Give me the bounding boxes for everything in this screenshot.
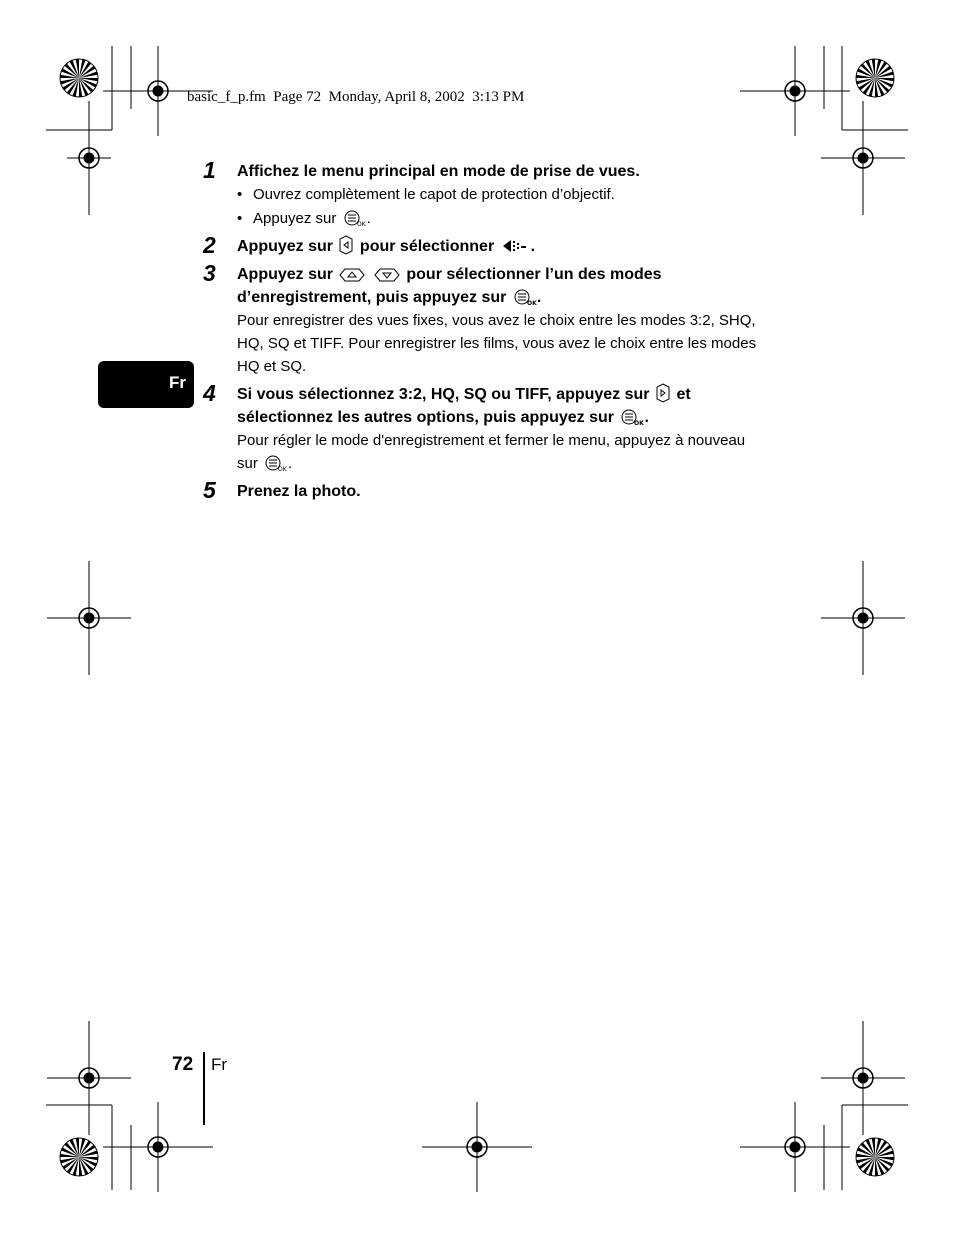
menu-ok-icon (264, 454, 286, 472)
step-title: Affichez le menu principal en mode de prise de vues. (237, 163, 640, 180)
menu-ok-icon (620, 408, 645, 427)
menu-ok-icon (513, 288, 535, 306)
step-4: 4 Si vous sélectionnez 3:2, HQ, SQ ou TIFF, appuyez sur et sélectionnez les autres options, puis appuyez sur OK . Pour régler le mode d'enregistrement et fermer le menu, appuyez à nouveau sur OK . (200, 383, 760, 475)
instruction-list (200, 157, 760, 503)
svg-text:OK: OK (526, 300, 537, 307)
arrow-down-icon (374, 267, 400, 283)
footer-language: Fr (211, 1055, 228, 1074)
svg-text:OK: OK (634, 420, 645, 427)
language-tab (98, 361, 194, 408)
step-number: 4 (203, 380, 216, 406)
footer-divider (203, 1052, 205, 1125)
menu-ok-icon (343, 209, 365, 227)
arrow-up-icon (339, 267, 365, 283)
step-number: 1 (203, 157, 216, 183)
file-header: basic_f_p.fm Page 72 Monday, April 8, 2002 3:13 PM (187, 89, 525, 105)
step-title: Prenez la photo. (237, 483, 361, 500)
step-description: Pour régler le mode d'enregistrement et fermer le menu, appuyez à nouveau sur OK . (237, 432, 746, 473)
step-2: 2 Appuyez sur pour sélectionner . (203, 232, 536, 258)
record-mode-icon (501, 237, 529, 255)
arrow-right-icon (656, 383, 670, 403)
step-1 (200, 157, 760, 231)
step-5 (200, 477, 760, 503)
bullet-item: • Appuyez sur OK . (237, 207, 760, 231)
step-number: 3 (203, 260, 216, 286)
svg-text:OK: OK (356, 221, 366, 228)
step-description: Pour enregistrer des vues fixes, vous avez le choix entre les modes 3:2, SHQ, HQ, SQ et TIFF. Pour enregistrer les films, vous avez le choix entre les modes HQ et SQ. (237, 312, 757, 375)
bullet-item: • Ouvrez complètement le capot de protection d’objectif. (237, 183, 760, 207)
language-tab-label: Fr (169, 373, 186, 392)
arrow-left-icon (339, 235, 353, 255)
step-number: 2 (203, 232, 216, 258)
svg-text:OK: OK (278, 466, 287, 473)
step-3: 3 Appuyez sur pour sélectionner l’un des modes d’enregistrement, puis appuyez sur OK . Pour enregistrer des vues fixes, vous avez le choix entre les modes 3:2, SHQ, HQ, SQ et TIFF. Pour enregistrer les films, vous avez le choix entre les modes HQ et SQ. (200, 263, 760, 378)
step-number: 5 (203, 477, 216, 503)
page-number: 72 (172, 1054, 194, 1075)
